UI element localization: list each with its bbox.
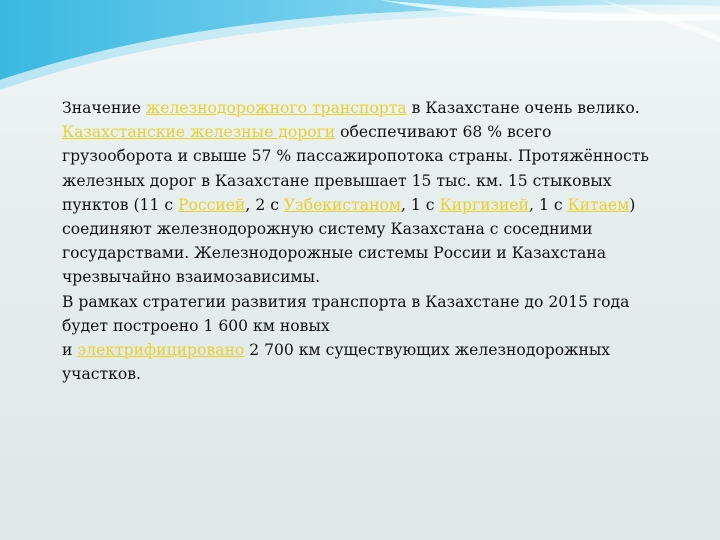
text: 2 700 км существующих железнодорожных участков. <box>62 341 611 384</box>
wave-main <box>0 0 720 80</box>
body-text <box>62 96 662 386</box>
link-russia[interactable]: Россией <box>178 195 246 214</box>
text: , 1 с <box>529 195 568 214</box>
link-electrified[interactable]: электрифицировано <box>77 341 245 360</box>
link-kazakhstan-railways[interactable]: Казахстанские железные дороги <box>62 123 336 142</box>
link-china[interactable]: Китаем <box>567 195 630 214</box>
text: и <box>62 341 78 360</box>
link-uzbekistan[interactable]: Узбекистаном <box>283 195 402 214</box>
text: , 2 с <box>245 195 284 214</box>
wave-decoration <box>0 0 720 90</box>
paragraph-2 <box>62 290 662 387</box>
text: обеспечивают 68 % всего грузооборота и свыше 57 % пассажиропотока страны. Протяжённость железных дорог в Казахстане превышает 15 тыс. км. 15 стыковых пунктов (11 с <box>62 123 649 214</box>
text: ) соединяют железнодорожную систему Казахстана с соседними государствами. Железнодорожные системы России и Казахстана чрезвычайно взаимозависимы. <box>62 195 636 287</box>
text: Значение <box>62 99 146 117</box>
text: В рамках стратегии развития транспорта в Казахстане до 2015 года будет построено 1 600 км новых <box>62 292 630 335</box>
link-railway-transport[interactable]: железнодорожного транспорта <box>145 99 407 117</box>
text: в Казахстане очень велико. <box>406 99 640 117</box>
link-kyrgyzstan[interactable]: Киргизией <box>439 195 530 214</box>
paragraph-1 <box>62 96 662 290</box>
text: , 1 с <box>401 195 440 214</box>
